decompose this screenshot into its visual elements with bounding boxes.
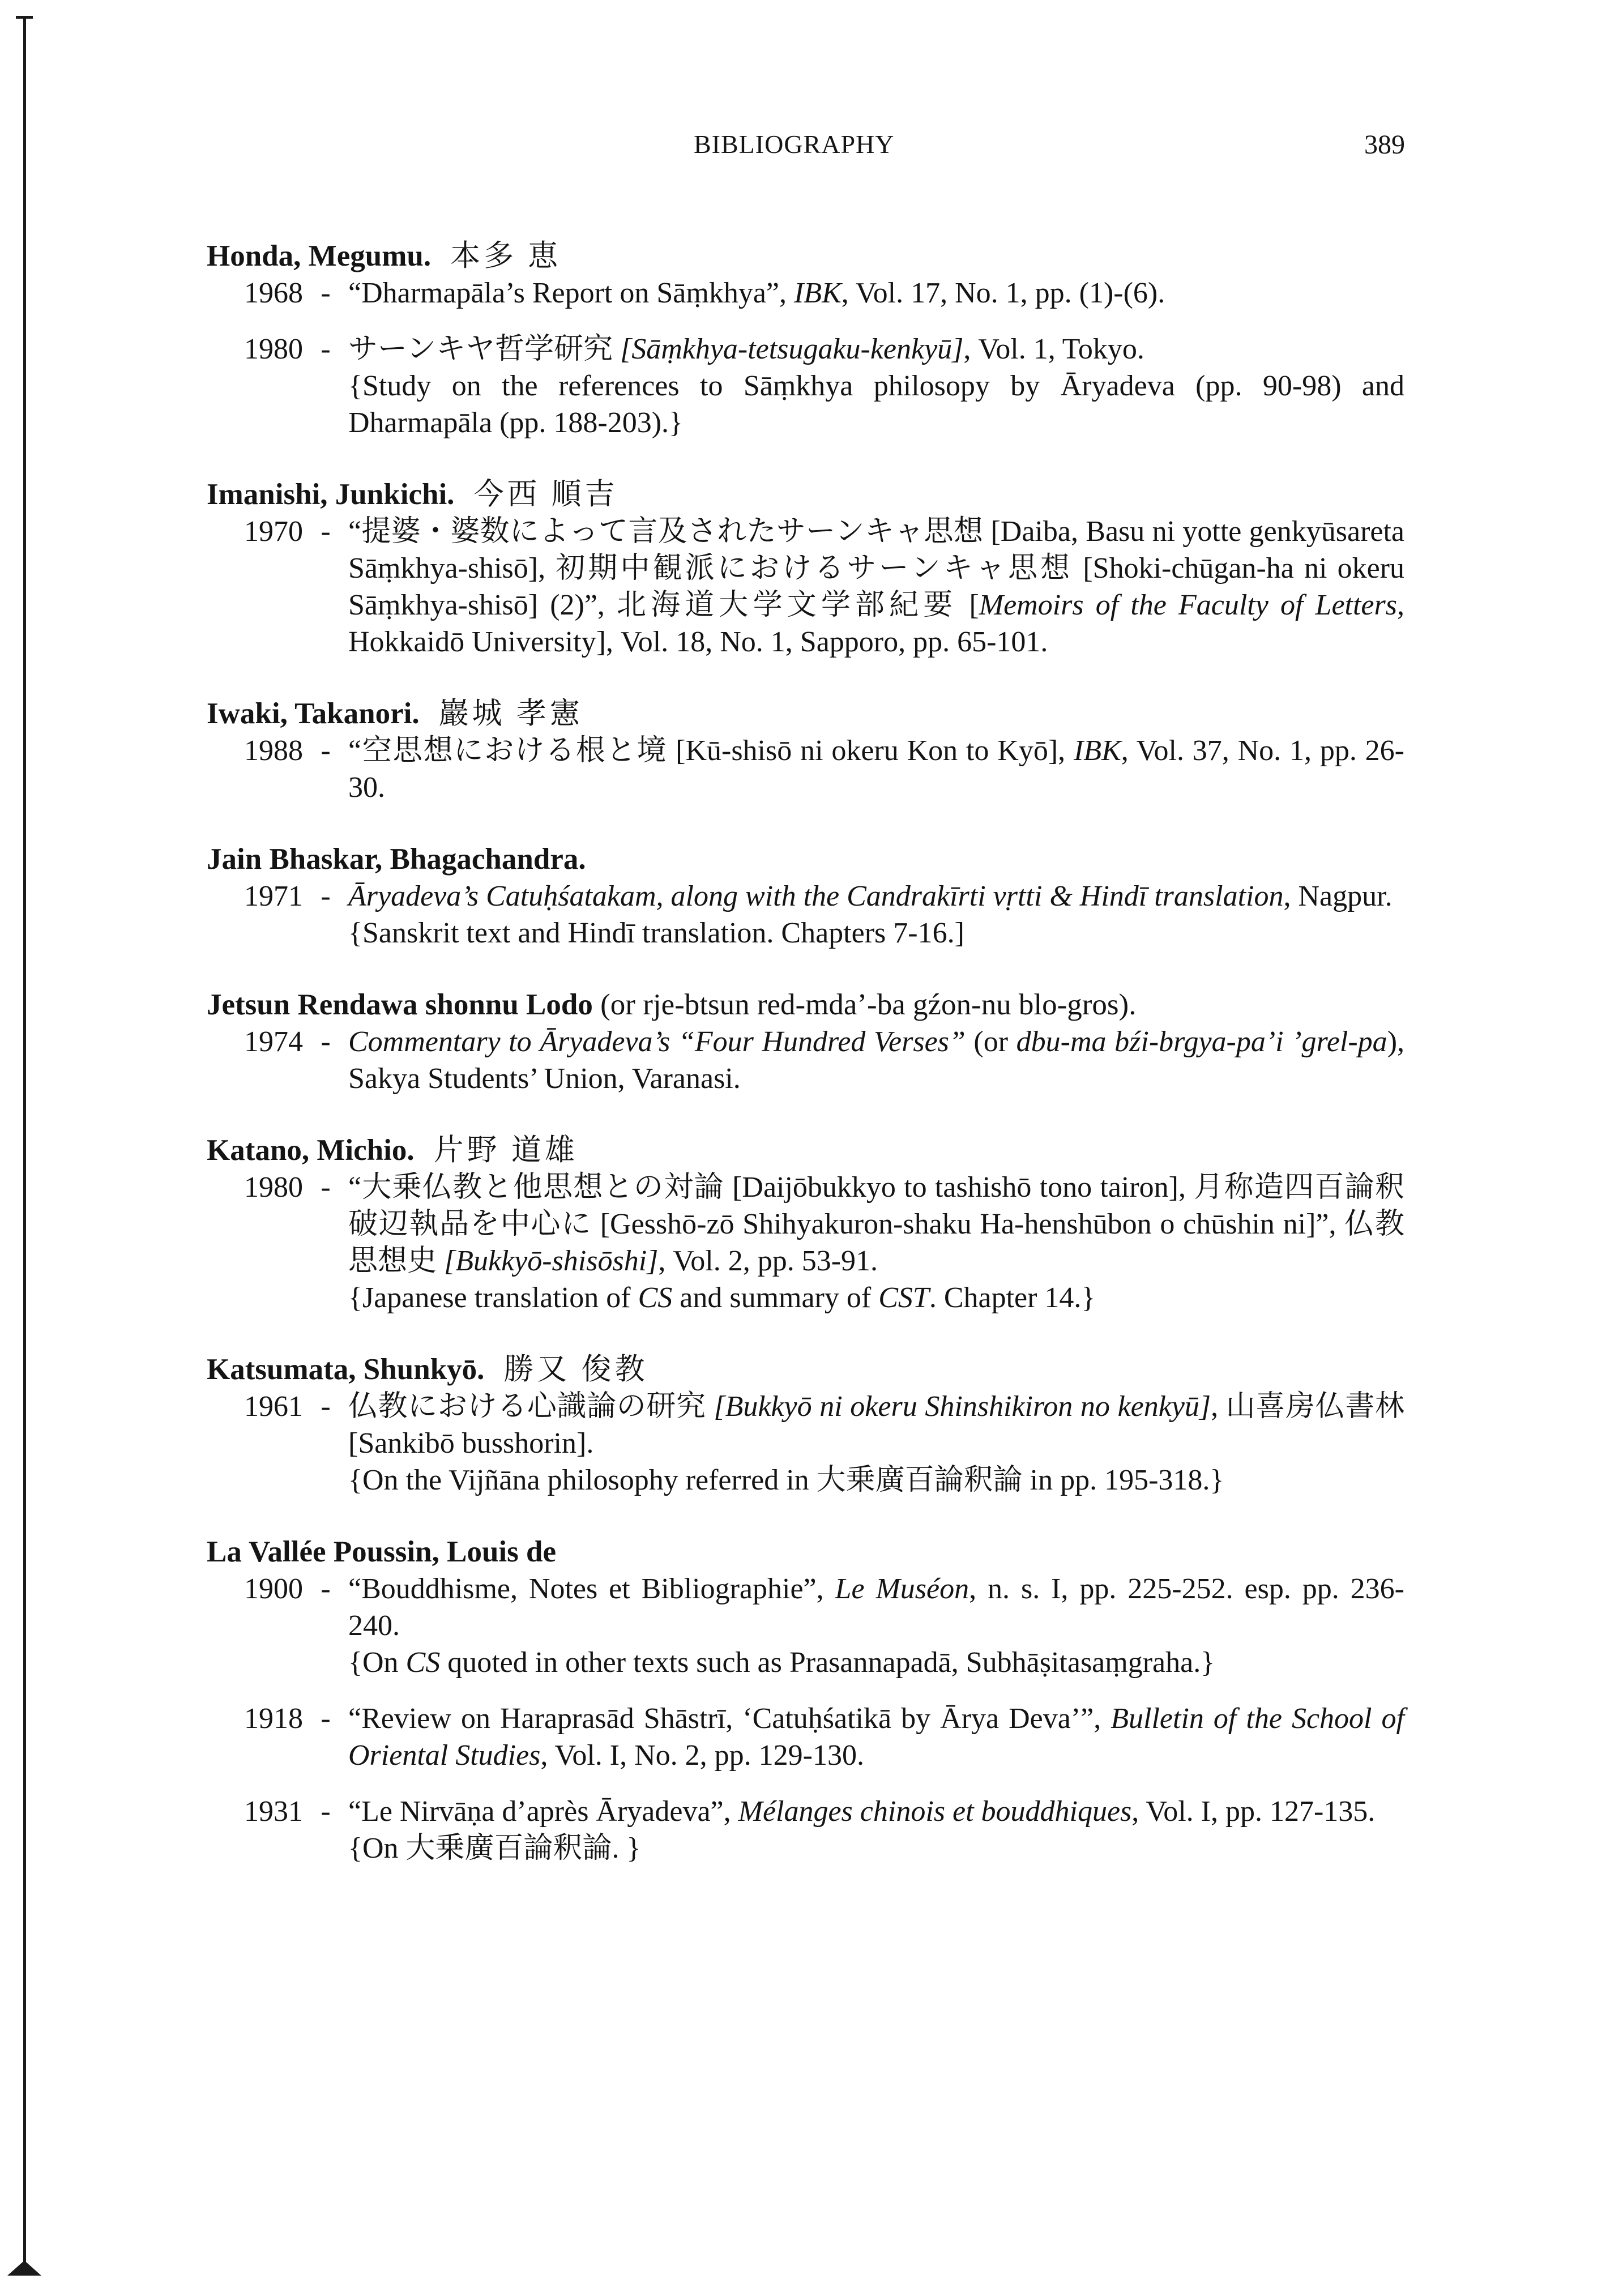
citation-segment: “Review on Haraprasād Shāstrī, ‘Catuḥśatikā by Ārya Deva’”, bbox=[348, 1702, 1111, 1735]
entry-dash: - bbox=[321, 1390, 331, 1423]
entry-citation bbox=[348, 1571, 1404, 1644]
author-heading bbox=[207, 987, 1404, 1023]
bibliography-entry bbox=[207, 1023, 1404, 1097]
author-heading bbox=[207, 841, 1404, 878]
page-binding-line bbox=[23, 16, 26, 2276]
citation-segment: “Dharmapāla’s Report on Sāṃkhya”, bbox=[348, 277, 794, 309]
entry-dash: - bbox=[321, 735, 331, 767]
citation-segment: quoted in other texts such as Prasannapadā, Subhāṣitasaṃgraha.} bbox=[440, 1646, 1215, 1679]
entry-text bbox=[348, 732, 1404, 806]
entry-text bbox=[348, 1023, 1404, 1097]
citation-segment: {Japanese translation of bbox=[348, 1282, 638, 1314]
citation-italic-segment: Bulletin of the School of Oriental Studies bbox=[348, 1702, 1404, 1772]
running-header-title: BIBLIOGRAPHY bbox=[694, 130, 895, 159]
author-block bbox=[207, 238, 1404, 441]
author-block bbox=[207, 1132, 1404, 1316]
citation-italic-segment: Āryadeva’s Catuḥśatakam, along with the Candrakīrti vṛtti & Hindī translation bbox=[348, 880, 1284, 912]
entry-dash: - bbox=[321, 515, 331, 548]
bibliography-entry bbox=[207, 275, 1404, 311]
citation-segment: “空思想における根と境 [Kū-shisō ni okeru Kon to Kyō], bbox=[348, 735, 1074, 767]
author-heading bbox=[207, 1351, 1404, 1388]
entry-year: 1971 bbox=[244, 880, 303, 912]
entry-year: 1968 bbox=[244, 277, 303, 309]
citation-segment: , Nagpur. bbox=[1283, 880, 1393, 912]
entry-text bbox=[348, 513, 1404, 660]
citation-italic-segment: Mélanges chinois et bouddhiques bbox=[738, 1795, 1132, 1828]
citation-segment: , Vol. 37, No. 1, pp. 26-30. bbox=[348, 735, 1405, 804]
entry-text bbox=[348, 275, 1404, 311]
bibliography-entry bbox=[207, 732, 1404, 806]
entry-citation bbox=[348, 275, 1404, 311]
entry-text bbox=[348, 878, 1404, 951]
citation-segment: {On the Vijñāna philosophy referred in 大乗廣百論釈論 in pp. 195-318.} bbox=[348, 1464, 1224, 1496]
author-name-japanese: 片野 道雄 bbox=[433, 1134, 578, 1167]
entry-annotation bbox=[348, 1644, 1404, 1681]
entry-dash: - bbox=[321, 880, 331, 912]
citation-segment: and summary of bbox=[672, 1282, 879, 1314]
citation-segment: “提婆・婆数によって言及されたサーンキャ思想 [Daiba, Basu ni yotte genkyūsareta Sāṃkhya-shisō], 初期中観派におけるサーンキャ思想 [Shoki-chūgan-ha ni okeru Sāṃkhya-shisō] (2)”, 北海道大学文学部紀要 [ bbox=[348, 515, 1404, 621]
author-block bbox=[207, 1351, 1404, 1499]
entry-dash: - bbox=[321, 1795, 331, 1828]
citation-segment: “大乗仏教と他思想との対論 [Daijōbukkyo to tashishō tono tairon], 月称造四百論釈破辺執品を中心に [Gesshō-zō Shihyakuron-shaku Ha-henshūbon o chūshin ni]”, 仏教思想史 bbox=[348, 1171, 1404, 1277]
entry-year: 1980 bbox=[244, 333, 303, 365]
entry-citation bbox=[348, 331, 1404, 368]
entry-annotation bbox=[348, 1462, 1404, 1499]
entry-text bbox=[348, 1169, 1404, 1316]
author-name: Katano, Michio. bbox=[207, 1134, 415, 1167]
entry-dash: - bbox=[321, 1702, 331, 1735]
entry-citation bbox=[348, 878, 1404, 915]
citation-segment: “Bouddhisme, Notes et Bibliographie”, bbox=[348, 1573, 835, 1605]
entry-year: 1970 bbox=[244, 515, 303, 548]
author-name-japanese: 巖城 孝憲 bbox=[438, 697, 583, 730]
author-heading bbox=[207, 476, 1404, 513]
entry-text bbox=[348, 1388, 1404, 1499]
citation-segment: , Vol. 17, No. 1, pp. (1)-(6). bbox=[841, 277, 1165, 309]
citation-segment: , Vol. I, No. 2, pp. 129-130. bbox=[540, 1739, 864, 1772]
entry-annotation bbox=[348, 1830, 1404, 1867]
author-name: Jetsun Rendawa shonnu Lodo bbox=[207, 988, 593, 1021]
author-name: Iwaki, Takanori. bbox=[207, 697, 420, 730]
bibliography-entry bbox=[207, 331, 1404, 441]
citation-italic-segment: [Bukkyō-shisōshi] bbox=[444, 1245, 659, 1277]
entry-dash: - bbox=[321, 1573, 331, 1605]
citation-italic-segment: Le Muséon bbox=[835, 1573, 969, 1605]
citation-segment: ), Sakya Students’ Union, Varanasi. bbox=[348, 1026, 1405, 1095]
citation-italic-segment: dbu-ma bźi-brgya-pa’i ’grel-pa bbox=[1016, 1026, 1387, 1058]
citation-italic-segment: CS bbox=[405, 1646, 441, 1679]
entry-citation bbox=[348, 732, 1404, 806]
entry-year: 1918 bbox=[244, 1702, 303, 1735]
entry-annotation bbox=[348, 1279, 1404, 1316]
bibliography-entry bbox=[207, 878, 1404, 951]
citation-segment: {Study on the references to Sāṃkhya philosopy by Āryadeva (pp. 90-98) and Dharmapāla (pp. 188-203).} bbox=[348, 370, 1404, 439]
entry-citation bbox=[348, 1700, 1404, 1774]
citation-segment: {Sanskrit text and Hindī translation. Chapters 7-16.] bbox=[348, 917, 964, 949]
citation-segment: {On 大乗廣百論釈論. } bbox=[348, 1832, 641, 1864]
entry-dash: - bbox=[321, 277, 331, 309]
bibliography-entry bbox=[207, 1169, 1404, 1316]
entry-text bbox=[348, 1700, 1404, 1774]
author-name-japanese: 本多 恵 bbox=[450, 240, 562, 272]
bibliography-entry bbox=[207, 513, 1404, 660]
author-name: Jain Bhaskar, Bhagachandra. bbox=[207, 843, 586, 876]
citation-italic-segment: [Sāṃkhya-tetsugaku-kenkyū] bbox=[620, 333, 964, 365]
entry-citation bbox=[348, 1388, 1404, 1462]
bibliography-entry bbox=[207, 1571, 1404, 1681]
entry-year: 1900 bbox=[244, 1573, 303, 1605]
page-number: 389 bbox=[1364, 130, 1405, 160]
entry-year: 1931 bbox=[244, 1795, 303, 1828]
citation-italic-segment: CS bbox=[638, 1282, 673, 1314]
entry-year: 1980 bbox=[244, 1171, 303, 1204]
citation-segment: . Chapter 14.} bbox=[929, 1282, 1096, 1314]
citation-segment: , Vol. I, pp. 127-135. bbox=[1131, 1795, 1376, 1828]
bibliography-entry bbox=[207, 1700, 1404, 1774]
entry-year: 1974 bbox=[244, 1026, 303, 1058]
author-block bbox=[207, 987, 1404, 1097]
entry-dash: - bbox=[321, 1171, 331, 1204]
entry-citation bbox=[348, 513, 1404, 660]
entry-citation bbox=[348, 1023, 1404, 1097]
author-name: Honda, Megumu. bbox=[207, 240, 432, 272]
entry-year: 1961 bbox=[244, 1390, 303, 1423]
entry-text bbox=[348, 1571, 1404, 1681]
author-name: Imanishi, Junkichi. bbox=[207, 478, 455, 511]
citation-italic-segment: Commentary to Āryadeva’s “Four Hundred Verses” bbox=[348, 1026, 966, 1058]
citation-segment: , 山喜房仏書林 [Sankibō busshorin]. bbox=[348, 1390, 1404, 1459]
entry-citation bbox=[348, 1793, 1404, 1830]
citation-segment: , Vol. 1, Tokyo. bbox=[963, 333, 1144, 365]
citation-italic-segment: CST bbox=[878, 1282, 929, 1314]
author-name-japanese: 今西 順吉 bbox=[473, 478, 618, 511]
entry-text bbox=[348, 1793, 1404, 1867]
entry-dash: - bbox=[321, 333, 331, 365]
entry-text bbox=[348, 331, 1404, 441]
entry-dash: - bbox=[321, 1026, 331, 1058]
bibliography-entry bbox=[207, 1793, 1404, 1867]
citation-segment: サーンキヤ哲学研究 bbox=[348, 333, 620, 365]
citation-italic-segment: [Bukkyō ni okeru Shinshikiron no kenkyū] bbox=[714, 1390, 1211, 1423]
author-block bbox=[207, 695, 1404, 806]
author-block bbox=[207, 841, 1404, 951]
author-heading bbox=[207, 695, 1404, 732]
entry-year: 1988 bbox=[244, 735, 303, 767]
citation-segment: , n. s. I, pp. 225-252. esp. pp. 236-240. bbox=[348, 1573, 1404, 1642]
author-heading bbox=[207, 1534, 1404, 1571]
running-header bbox=[0, 129, 1623, 163]
author-heading bbox=[207, 238, 1404, 275]
citation-italic-segment: Memoirs of the Faculty of Letters bbox=[979, 589, 1397, 621]
citation-segment: (or bbox=[965, 1026, 1016, 1058]
author-name: La Vallée Poussin, Louis de bbox=[207, 1535, 557, 1568]
author-name-note: (or rje-btsun red-mda’-ba gźon-nu blo-gros). bbox=[592, 988, 1137, 1021]
author-name-japanese: 勝又 俊教 bbox=[503, 1353, 648, 1386]
citation-segment: , Hokkaidō University], Vol. 18, No. 1, Sapporo, pp. 65-101. bbox=[348, 589, 1404, 658]
citation-italic-segment: IBK bbox=[793, 277, 842, 309]
citation-segment: , Vol. 2, pp. 53-91. bbox=[658, 1245, 878, 1277]
entry-citation bbox=[348, 1169, 1404, 1279]
entry-annotation bbox=[348, 915, 1404, 951]
author-block bbox=[207, 1534, 1404, 1867]
author-heading bbox=[207, 1132, 1404, 1169]
citation-segment: {On bbox=[348, 1646, 406, 1679]
entry-annotation bbox=[348, 368, 1404, 441]
bibliography-entry bbox=[207, 1388, 1404, 1499]
citation-segment: “Le Nirvāṇa d’après Āryadeva”, bbox=[348, 1795, 738, 1828]
author-block bbox=[207, 476, 1404, 660]
bibliography-list bbox=[207, 238, 1404, 1902]
citation-italic-segment: IBK bbox=[1073, 735, 1121, 767]
citation-segment: 仏教における心識論の研究 bbox=[348, 1390, 714, 1423]
author-name: Katsumata, Shunkyō. bbox=[207, 1353, 485, 1386]
